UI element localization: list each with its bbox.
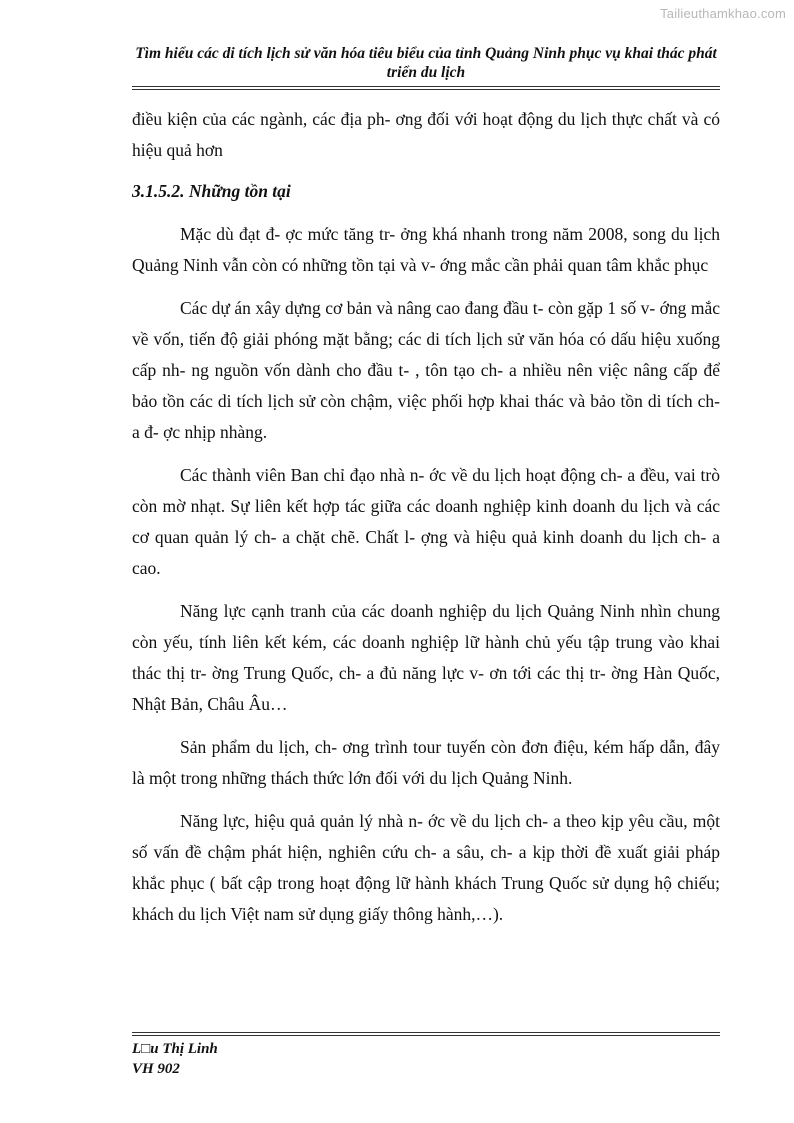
- paragraph: Sản phẩm du lịch, ch- ơng trình tour tuyến còn đơn điệu, kém hấp dẫn, đây là một trong những thách thức lớn đối với du lịch Quảng Ninh.: [132, 737, 720, 788]
- paragraph: Các dự án xây dựng cơ bản và nâng cao đang đầu t- còn gặp 1 số v- ớng mắc về vốn, tiến độ giải phóng mặt bằng; các di tích lịch sử văn hóa có dấu hiệu xuống cấp nh- ng nguồn vốn dành cho đầu t- , tôn tạo ch- a nhiều nên việc nâng cấp để bảo tồn các di tích lịch sử còn chậm, việc phối hợp khai thác và bảo tồn di tích ch- a đ- ợc nhịp nhàng.: [132, 298, 720, 442]
- paragraph: Năng lực, hiệu quả quản lý nhà n- ớc về du lịch ch- a theo kịp yêu cầu, một số vấn đề chậm phát hiện, nghiên cứu ch- a sâu, ch- a kịp thời đề xuất giải pháp khắc phục ( bất cập trong hoạt động lữ hành khách Trung Quốc sử dụng hộ chiếu; khách du lịch Việt nam sử dụng giấy thông hành,…).: [132, 811, 720, 924]
- footer-divider: [132, 1032, 720, 1036]
- paragraph: Các thành viên Ban chỉ đạo nhà n- ớc về du lịch hoạt động ch- a đều, vai trò còn mờ nhạt. Sự liên kết hợp tác giữa các doanh nghiệp kinh doanh du lịch và các cơ quan quản lý ch- a chặt chẽ. Chất l- ợng và hiệu quả kinh doanh du lịch ch- a cao.: [132, 465, 720, 578]
- watermark-text: Tailieuthamkhao.com: [660, 6, 786, 21]
- paragraph: Năng lực cạnh tranh của các doanh nghiệp du lịch Quảng Ninh nhìn chung còn yếu, tính liên kết kém, các doanh nghiệp lữ hành chủ yếu tập trung vào khai thác thị tr- ờng Trung Quốc, ch- a đủ năng lực v- ơn tới các thị tr- ờng Hàn Quốc, Nhật Bản, Châu Âu…: [132, 601, 720, 714]
- page-footer: [132, 1039, 218, 1079]
- header-divider: [132, 86, 720, 90]
- footer-class: VH 902: [132, 1061, 180, 1077]
- page-header-title: Tìm hiểu các di tích lịch sử văn hóa tiêu biểu của tỉnh Quảng Ninh phục vụ khai thác phát triển du lịch: [135, 45, 717, 81]
- paragraph-continued: điều kiện của các ngành, các địa ph- ơng đối với hoạt động du lịch thực chất và có hiệu quả hơn: [132, 109, 720, 160]
- document-body: [132, 104, 720, 930]
- footer-author: L□u Thị Linh: [132, 1041, 218, 1057]
- paragraph: Mặc dù đạt đ- ợc mức tăng tr- ởng khá nhanh trong năm 2008, song du lịch Quảng Ninh vẫn còn có những tồn tại và v- ớng mắc cần phải quan tâm khắc phục: [132, 224, 720, 275]
- section-heading: 3.1.5.2. Những tồn tại: [132, 181, 291, 201]
